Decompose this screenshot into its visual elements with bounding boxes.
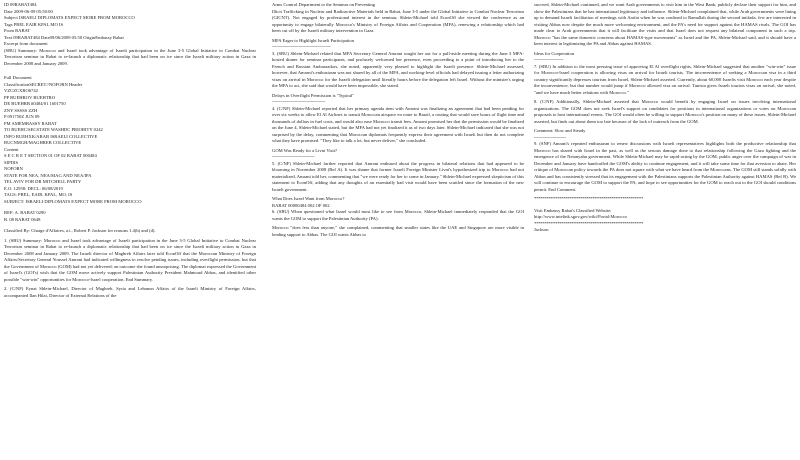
routing-line: SIPDIS	[4, 159, 19, 165]
routing-line: TEL AVIV FOR DR MITCHELL PARTY	[4, 179, 82, 184]
routing-line: Full Document	[4, 75, 32, 80]
header-from: From RABAT	[4, 28, 31, 33]
section-rule: --------------------------------------------	[272, 44, 331, 49]
routing-line: P 091750Z JUN 09	[4, 114, 40, 119]
routing-line: STATE FOR NEA, NEA/MAG AND NEA/IPA	[4, 172, 92, 178]
column-right	[534, 2, 796, 458]
section-rule: --------------------------------	[272, 154, 315, 159]
routing-line: VZCZCXRO6742	[4, 88, 38, 93]
paragraph-4: 4. (C/NF) Shlein-Michael reported that her primary agenda item with Amrani was finalizing an agreement that had been pending for over six weeks to allow El Al Airlines to transit Moroccan airspace en route to Brazil, a routing that would save hours of flight time and thousands of dollars in fuel costs, and would also ease Morocco transit fees. Amrani promised her that the permission would be finalized on the June 4, Shlein-Michael stated, but the MFA had not yet finalized it as of two days later. Shlein-Michael indicated that she was not surprised by the delay, commenting that Moroccan diplomats frequently express their agreement with Israeli but then do not complete what they have promised. "They like to talk a lot, but never deliver," she concluded.	[272, 105, 524, 143]
column-middle	[272, 2, 524, 458]
header-date: Date 2009-06-09 05:50:00	[4, 8, 53, 14]
routing-line: DE RUEHRB #0484/01 1601750	[4, 101, 66, 106]
continuation-paragraph: succeed, Shlein-Michael continued, and we want Arab governments to visit him in the West Bank, publicly declare their support for him, and show the Palestinians that he has international legitimacy and influence. Shlein-Michael complained that, while Arab governments were lining up to demand Israeli facilitation of meetings with Arafat when he was confined to Ramallah during the second intifada, few are interested in visiting Abbas now despite the much more welcoming environment, and the PA's need for support against the HAMAS rivals. The GOI has made clear to Arab governments that it will facilitate the visits and that Israel does not request any bilateral component in such a trip. Morocco "has the same domestic concerns about HAMAS-type movements" as Israel and the PA, Shlein-Michael said, and it should have a keen interest in legitimizing the PA and Abbas against HAMAS.	[534, 2, 796, 46]
routing-line: INFO RUEHXK/ARAB ISRAELI COLLECTIVE	[4, 133, 98, 139]
section-rule: ------------------------	[534, 134, 566, 140]
routing-line: Content	[4, 146, 19, 152]
header-text: Text 09RABAT484 Date09/06/2009 05:50 OriginEmbassy Rabat	[4, 34, 124, 40]
section-rule: ----------------------	[534, 57, 564, 62]
intro-paragraph: Illicit Trafficking in Nuclear and Radioactive Materials held in Rabat, June 3-5 under the Global Initiative to Combat Nuclear Terrorism (GICNT). Not engaged by professional interest in the seminar, Shlein-Michael told EconOff she viewed the conference as an opportunity to engage bilaterally Morocco's Ministry of Foreign Affairs and Cooperation (MFA), renewing a relationship which had been cut off by the Israeli military intervention in Gaza.	[272, 8, 524, 33]
section-heading: Comment: Slow and Steady	[534, 128, 586, 133]
section-rule: ----------------------------------------	[272, 99, 326, 104]
header-excerpt: Excerpt from document	[4, 41, 48, 46]
paragraph-3: 3. (SBU) Shlein-Michael related that MFA Secretary General Amrani sought her out for a pull-aside meeting during the June 3 MFA-hosted dinner for seminar participants, and profusely welcomed her presence, even proceeding to a point of introducing her to the French and Russian Ambassadors, she noted, apparently very pleased to highlight the Israeli presence. Shlein-Michael assessed, however, that Amrani's enthusiasm was not shared by all of the MFA, and working-level officials had delayed issuing a letter authorizing visas on arrival in Morocco for the Israeli delegation until literally hours before the delegation left Israel. Without the minister's urging the MFA to act, she said that would have been impossible, she stated.	[272, 50, 524, 88]
paragraph-6: 6. (SBU) When questioned what Israel would most like to see from Morocco, Shlein-Michael immediately responded that the GOI wants the GOM to support the Palestinian Authority (PA).	[272, 209, 524, 221]
routing-line: ZNY SSSSS ZZH	[4, 107, 38, 113]
routing-line: SUBJECT: ISRAELI DIPLOMATS EXPECT MORE FROM MOROCCO	[4, 198, 142, 204]
signature: Jackson	[534, 227, 549, 232]
classified-by: Classified By: Charge d'Affaires, a.i., Robert P. Jackson for reasons 1.4(b) and (d).	[4, 228, 156, 233]
paragraph-9: 9. (SNF) Amrani's repeated enthusiasm to renew discussions with Israeli representatives highlights both the productive relationship that Morocco has shared with Israel in the past, as well as the serious damage done to that relationship following the Gaza fighting and the emergence of the Netanyahu government. While Shlein-Michael may be rapid-acting by the GOM, public anger over the campaign of war in December and January have handcuffed the GOM's ability to continue engagement, and it will take some time for that aversion to abate. Her critique of Moroccan policy towards the PA does not square with what we have heard from the Moroccans. The GOM still stands solidly with Abbas and has consistently stressed that its engagement with the Palestinians supports the Palestinian Authority against HAMAS (Ref B). We will continue to encourage the GOM to support the PA, and hope to see opportunities for the GOM to reach out to the GOI should conditions permit. End Comment.	[534, 141, 796, 192]
page-marker: RABAT 00000484 002 OF 002	[272, 202, 330, 208]
header-tags: Tags PREL EAIR KPAL MO IS	[4, 21, 64, 27]
header-subject: Subject ISRAELI DIPLOMATS EXPECT MORE FROM MOROCCO	[4, 15, 135, 20]
routing-line: TAGS: PREL, EAIR, KPAL, MO, IS	[4, 192, 73, 197]
section-heading: MFA Eager to Highlight Israeli Participation	[272, 37, 354, 43]
section-heading: Delays in Overflight Permission is "Typical"	[272, 92, 355, 98]
star-separator: ****************************************************	[534, 196, 644, 201]
star-separator: ****************************************************	[534, 220, 644, 226]
intro-line: Arms Control Department to the Seminar on Preventing	[272, 2, 375, 7]
ref-line: B. 08 RABAT 0648	[4, 216, 41, 222]
classified-website-link[interactable]: http://www.intelink.sgov.gov/wiki/Portal:Morocco	[534, 214, 627, 219]
ref-line: REF: A. RABAT 0290	[4, 210, 46, 215]
paragraph-6-cont: Morocco "does less than anyone," she complained, commenting that smaller states like the UAE and Singapore are more visible in lending support to Abbas. The GOI wants Abbas to	[272, 225, 524, 237]
routing-line: RUCNMGH/MAGHREB COLLECTIVE	[4, 140, 82, 145]
cable-routing	[4, 75, 256, 205]
cable-header	[4, 2, 256, 48]
paragraph-5: 5. (C/NF) Shlein-Michael further reported that Amrani enthused about the progress in bilateral relations that had appeared to be blooming in November 2008 (Ref A). It was shame that former Israeli Foreign Minister Livni's hypothesized trip to Morocco had not materialized, Amrani told her, commenting that "we were ready for her to come in January." Shlein-Michael expressed skepticism of this statement to EconOff, adding that any thoughts of an essentially bad visit would have been scuttled since the formation of the new Israeli government.	[272, 160, 524, 192]
routing-line: PP RUEHROV RUEHTRO	[4, 94, 56, 100]
section-heading: What Does Israel Want from Morocco?	[272, 196, 345, 201]
paragraph-7: 7. (SBU) In addition to the most pressing issue of approving El Al overflight rights, Shlein-Michael suggested that another "win-win" issue for Morocco-Israel cooperation is allowing visas on arrival for Israeli tourists. The inconvenience of seeking a Moroccan visa in a third country significantly depresses tourism from Israel, Shlein-Michael asserted. Currently, about 60,000 Israelis visit Morocco each year despite the inconvenience, but that number would jump if Morocco allowed visa on arrival. Tunisia gives Israeli tourists visas on arrival, she noted, "and we have much better relations with Morocco."	[534, 63, 796, 95]
routing-line: S E C R E T SECTION 01 OF 02 RABAT 000484	[4, 153, 97, 158]
paragraph-8: 8. (C/NF) Additionally, Shlein-Michael asserted that Morocco would benefit by engaging Israel on issues involving international organizations. The GOM does not seek Israel's support on candidates for positions in international organizations or votes on Moroccan proposals to host international events. The GOI would often be willing to support Morocco's position on many of these issues, Shlein-Michael asserted, but finds out about them too late because of the lack of outreach from the GOM.	[534, 99, 796, 124]
routing-line: E.O. 12958: DECL: 06/08/2019	[4, 185, 63, 191]
paragraph-1: 1. (SBU) Summary: Morocco and Israel took advantage of Israeli participation in the June 3-5 Global Initiative to Combat Nuclear Terrorism seminar in Rabat to re-launch a diplomatic relationship that had been on ice since the Israeli military action in Gaza in December 2008 and January 2009. The Israeli director of Maghreb Affairs later told EconOff that the Moroccan Ministry of Foreign Affairs/Secretary General Youssef Amrani had indicated willingness to resolve pending issues, including overflight permission, but that the Government of Morocco (GOM) had not yet delivered; an outcome she found unsurprising. The diplomat expressed the Government of Israel's (GOI's) wish that the GOM move actively support Palestinian Authority President Mahmoud Abbas, and identified other possible "win-win" opportunities for Morocco-Israel cooperation. End Summary.	[4, 237, 256, 282]
routing-line: ClassificationSECRET//NOFORN Header	[4, 81, 83, 87]
visit-line: Visit Embassy Rabat's Classified Website;	[534, 207, 612, 213]
routing-line: TO RUEHC/SECSTATE WASHDC PRIORITY 0242	[4, 127, 103, 132]
section-heading: GOM Was Ready for a Livni Visit?	[272, 147, 338, 153]
routing-line: NOFORN	[4, 166, 23, 171]
summary-paragraph: (SBU) Summary: Morocco and Israel took advantage of Israeli participation in the June 3-5 Global Initiative to Combat Nuclear Terrorism seminar in Rabat to re-launch a diplomatic relationship that had been on ice since the Israeli military action in Gaza in December 2008 and January 2009.	[4, 47, 256, 66]
column-left	[4, 2, 256, 458]
section-heading: Ideas for Cooperation	[534, 50, 575, 56]
routing-line: FM AMEMBASSY RABAT	[4, 120, 57, 126]
paragraph-2: 2. (C/NF) Eynat Shlein-Michael, Director of Maghreb, Syria and Lebanon Affairs of the Israeli Ministry of Foreign Affairs, accompanied Ilan Hilai, Director of External Relations of the	[4, 286, 256, 298]
header-id: ID 09RABAT484	[4, 2, 37, 7]
